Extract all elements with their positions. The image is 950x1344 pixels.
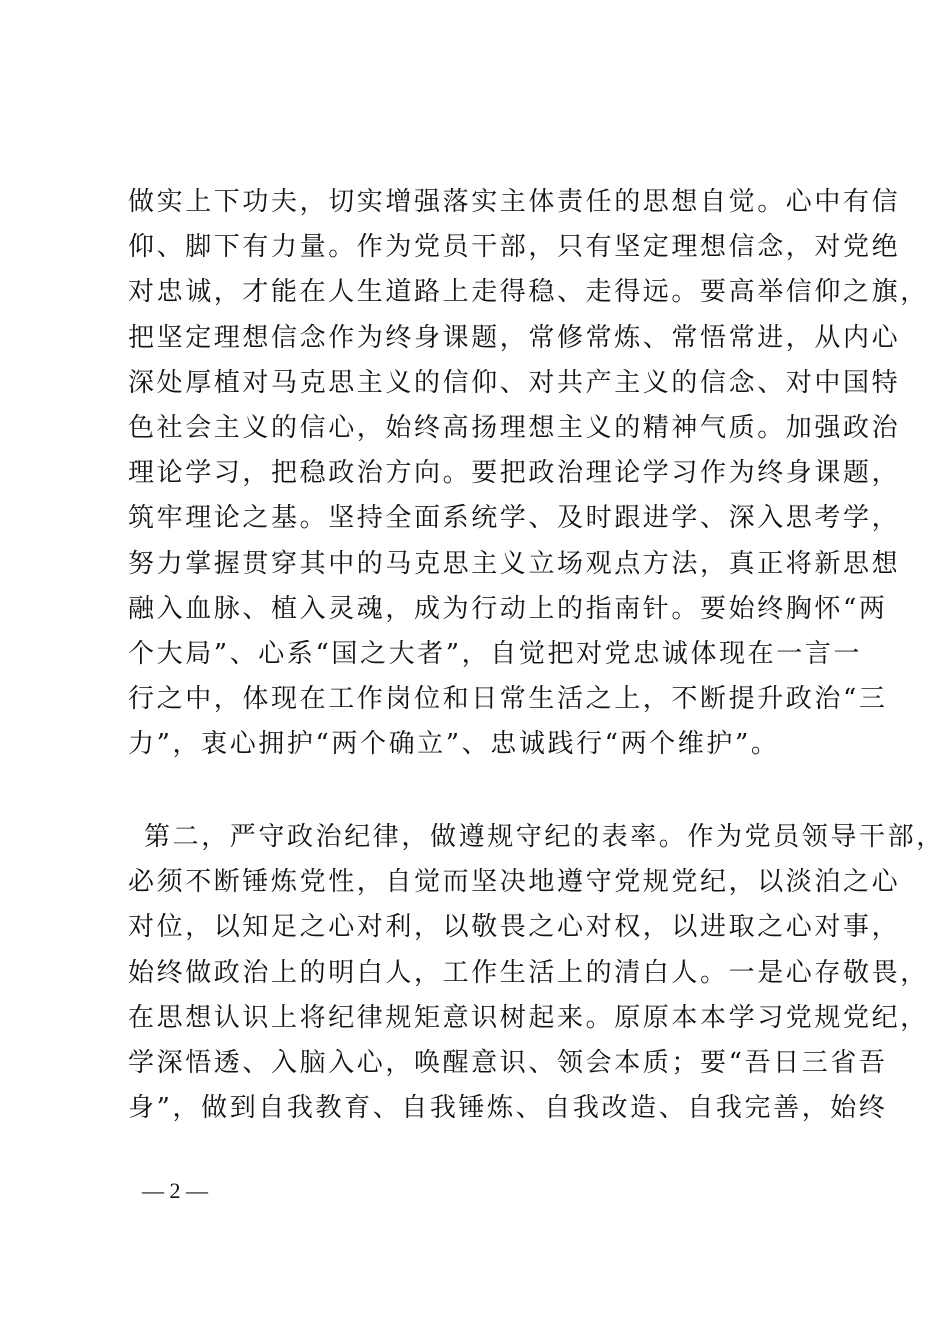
text-line: 始终做政治上的明白人，工作生活上的清白人。一是心存敬畏， — [128, 957, 929, 988]
section-heading-line: 第二，严守政治纪律，做遵规守纪的表率。作为党员领导干部， — [144, 822, 945, 852]
text-line: 行之中，体现在工作岗位和日常生活之上，不断提升政治“三 — [128, 684, 888, 715]
text-line: 把坚定理想信念作为终身课题，常修常炼、常悟常进，从内心 — [128, 322, 901, 353]
text-line: 深处厚植对马克思主义的信仰、对共产主义的信念、对中国特 — [128, 367, 901, 398]
text-line: 必须不断锤炼党性，自觉而坚决地遵守党规党纪，以淡泊之心 — [128, 867, 901, 898]
text-line: 理论学习，把稳政治方向。要把政治理论学习作为终身课题， — [128, 458, 901, 489]
text-line: 个大局”、心系“国之大者”，自觉把对党忠诚体现在一言一 — [128, 638, 863, 669]
text-line: 对位，以知足之心对利，以敬畏之心对权，以进取之心对事， — [128, 912, 901, 943]
text-line: 身”，做到自我教育、自我锤炼、自我改造、自我完善，始终 — [128, 1093, 888, 1124]
page-number: — 2 — — [142, 1178, 208, 1203]
text-line: 色社会主义的信心，始终高扬理想主义的精神气质。加强政治 — [128, 412, 901, 443]
text-line: 力”，衷心拥护“两个确立”、忠诚践行“两个维护”。 — [128, 729, 780, 760]
text-line: 筑牢理论之基。坚持全面系统学、及时跟进学、深入思考学， — [128, 503, 901, 534]
text-line: 仰、脚下有力量。作为党员干部，只有坚定理想信念，对党绝 — [128, 232, 901, 263]
text-line: 在思想认识上将纪律规矩意识树起来。原原本本学习党规党纪， — [128, 1002, 929, 1033]
text-line: 努力掌握贯穿其中的马克思主义立场观点方法，真正将新思想 — [128, 548, 901, 579]
text-line: 做实上下功夫，切实增强落实主体责任的思想自觉。心中有信 — [128, 187, 901, 217]
text-line: 融入血脉、植入灵魂，成为行动上的指南针。要始终胸怀“两 — [128, 593, 888, 624]
text-line: 学深悟透、入脑入心，唤醒意识、领会本质；要“吾日三省吾 — [128, 1047, 888, 1078]
paragraph-body-1 — [128, 180, 929, 767]
paragraph-body-2 — [128, 815, 945, 1131]
text-line: 对忠诚，才能在人生道路上走得稳、走得远。要高举信仰之旗， — [128, 277, 929, 308]
